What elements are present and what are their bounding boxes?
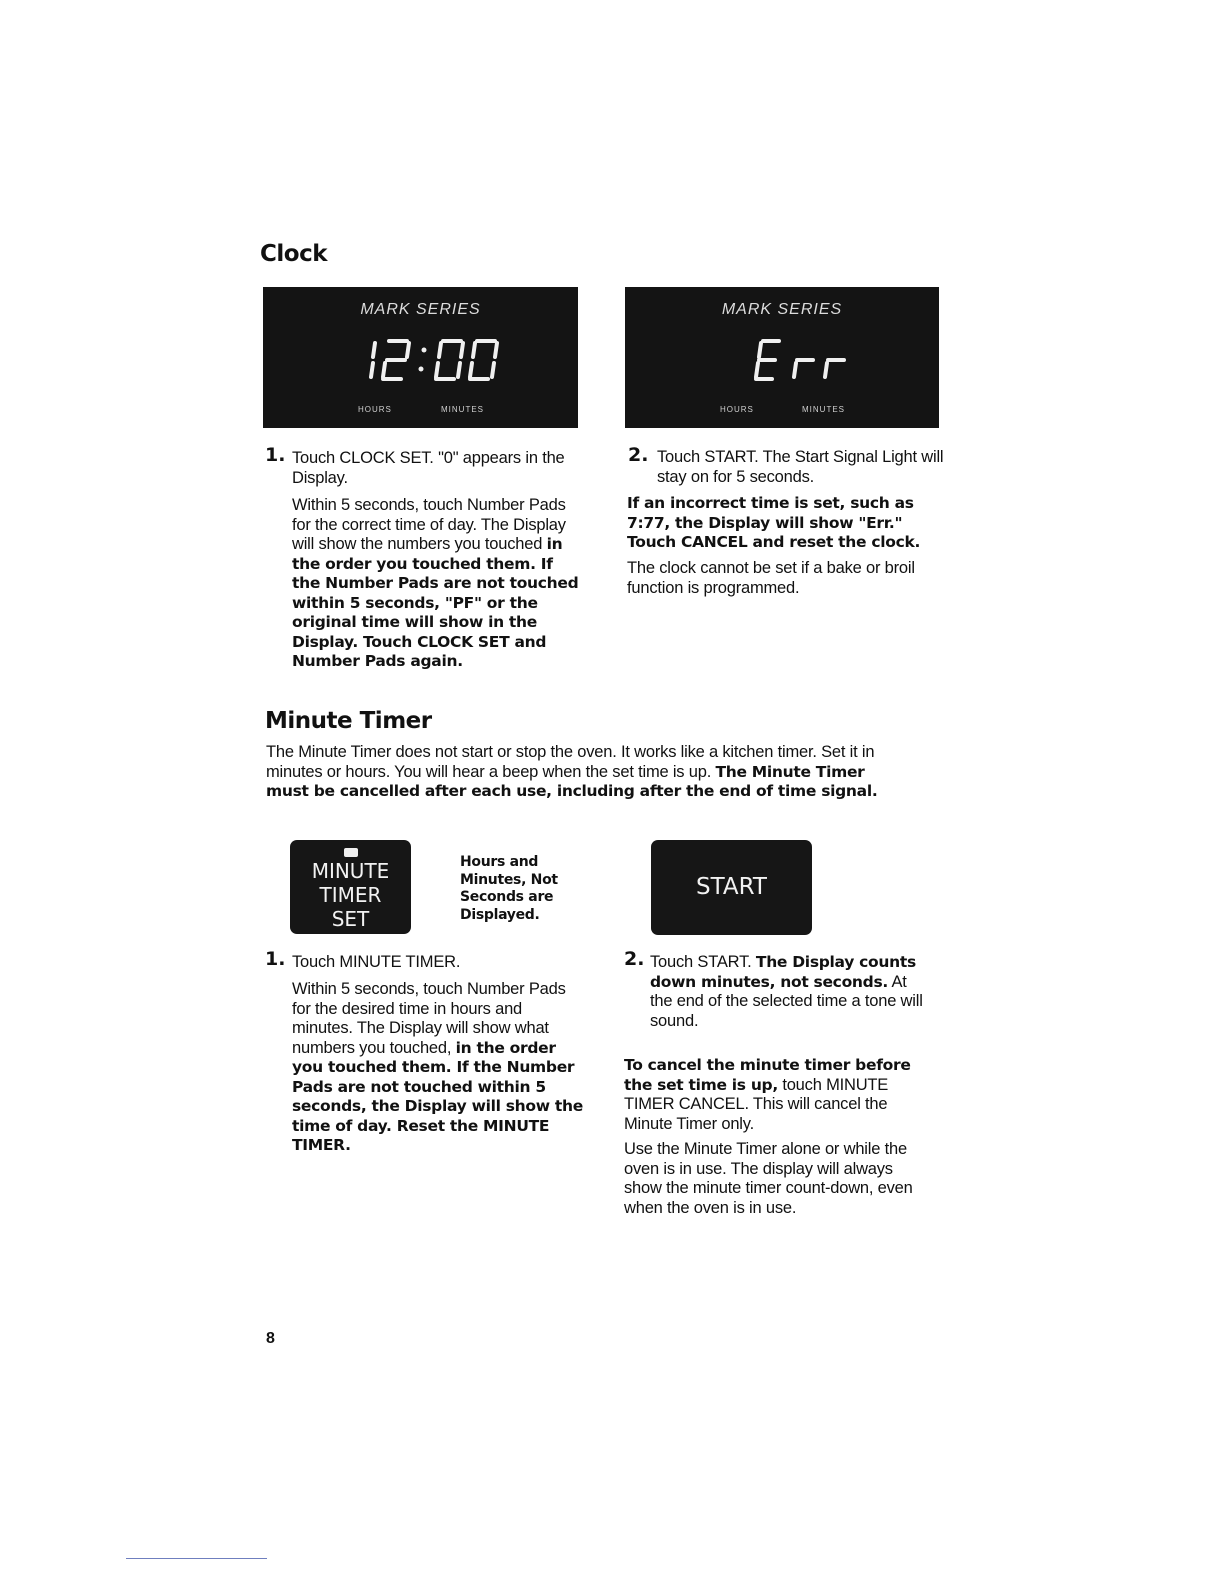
timer-step1-details: [292, 980, 584, 1156]
timer-step2-bold: The Display counts down minutes, not seconds.: [650, 953, 916, 991]
minute-timer-heading: Minute Timer: [265, 708, 432, 734]
indicator-light-icon: [344, 848, 358, 857]
minute-timer-intro: [266, 743, 896, 802]
timer-usage-note: Use the Minute Timer alone or while the oven is in use. The display will always show the minute timer count-down, even when the oven is in use.: [624, 1140, 913, 1217]
key-label-line: TIMER: [319, 883, 382, 907]
timer-step1-details-plain: Within 5 seconds, touch Number Pads for the desired time in hours and minutes. The Display will show what numbers you touched,: [292, 980, 566, 1057]
step-number: 2.: [624, 948, 645, 970]
timer-step1-details-bold: in the order you touched them. If the Number Pads are not touched within 5 seconds, the Display will show the time of day. Reset the MINUTE TIMER.: [292, 1038, 583, 1154]
clock-step1-instruction: Touch CLOCK SET. "0" appears in the Display.: [292, 449, 565, 487]
minute-timer-intro-bold: The Minute Timer must be cancelled after each use, including after the end of time signal.: [266, 762, 878, 800]
display-series-label: MARK SERIES: [360, 301, 481, 318]
display-series-label: MARK SERIES: [721, 301, 843, 318]
timer-display-note: Hours and Minutes, Not Seconds are Displayed.: [460, 854, 558, 923]
key-label-line: SET: [331, 907, 370, 931]
clock-display-illustration: [263, 287, 578, 428]
display-hours-label: HOURS: [720, 405, 754, 414]
minute-timer-intro-plain: The Minute Timer does not start or stop the oven. It works like a kitchen timer. Set it in minutes or hours. You will hear a beep when the set time is up.: [266, 743, 875, 781]
step-number: 2.: [628, 444, 649, 466]
key-label-line: MINUTE: [311, 859, 390, 883]
display-error-digits: [625, 287, 939, 428]
display-readout-digits: [263, 287, 578, 428]
footer-rule: [126, 1558, 267, 1559]
minute-timer-set-key-illustration: [290, 840, 411, 934]
timer-step1-instruction: Touch MINUTE TIMER.: [292, 953, 461, 971]
clock-step1-details-plain: Within 5 seconds, touch Number Pads for the correct time of day. The Display will show the numbers you touched: [292, 496, 566, 553]
step-number: 1.: [265, 444, 286, 466]
timer-step2-plain: Touch START.: [650, 953, 756, 971]
clock-error-warning: If an incorrect time is set, such as 7:77, the Display will show "Err." Touch CANCEL and reset the clock.: [627, 494, 921, 551]
timer-cancel-plain: touch MINUTE TIMER CANCEL. This will cancel the Minute Timer only.: [624, 1075, 889, 1133]
start-key-label: START: [696, 874, 767, 900]
display-minutes-label: MINUTES: [441, 405, 484, 414]
clock-restriction-note: The clock cannot be set if a bake or broil function is programmed.: [627, 559, 915, 597]
timer-step2-instruction: [650, 953, 925, 1031]
start-key-illustration: [651, 840, 812, 935]
clock-heading: Clock: [260, 241, 327, 267]
timer-cancel-note: [624, 1056, 920, 1134]
clock-step1-details: [292, 496, 584, 672]
display-hours-label: HOURS: [358, 405, 392, 414]
timer-cancel-bold: To cancel the minute timer before the set time is up,: [624, 1056, 911, 1094]
timer-step2-end: At the end of the selected time a tone will sound.: [650, 972, 923, 1030]
error-display-illustration: [625, 287, 939, 428]
display-minutes-label: MINUTES: [802, 405, 845, 414]
page-number: 8: [266, 1330, 275, 1347]
step-number: 1.: [265, 948, 286, 970]
clock-step1-details-bold: in the order you touched them. If the Number Pads are not touched within 5 seconds, "PF" or the original time will show in the Display. Touch CLOCK SET and Number Pads again.: [292, 535, 579, 670]
clock-step2-instruction: Touch START. The Start Signal Light will stay on for 5 seconds.: [657, 448, 944, 486]
